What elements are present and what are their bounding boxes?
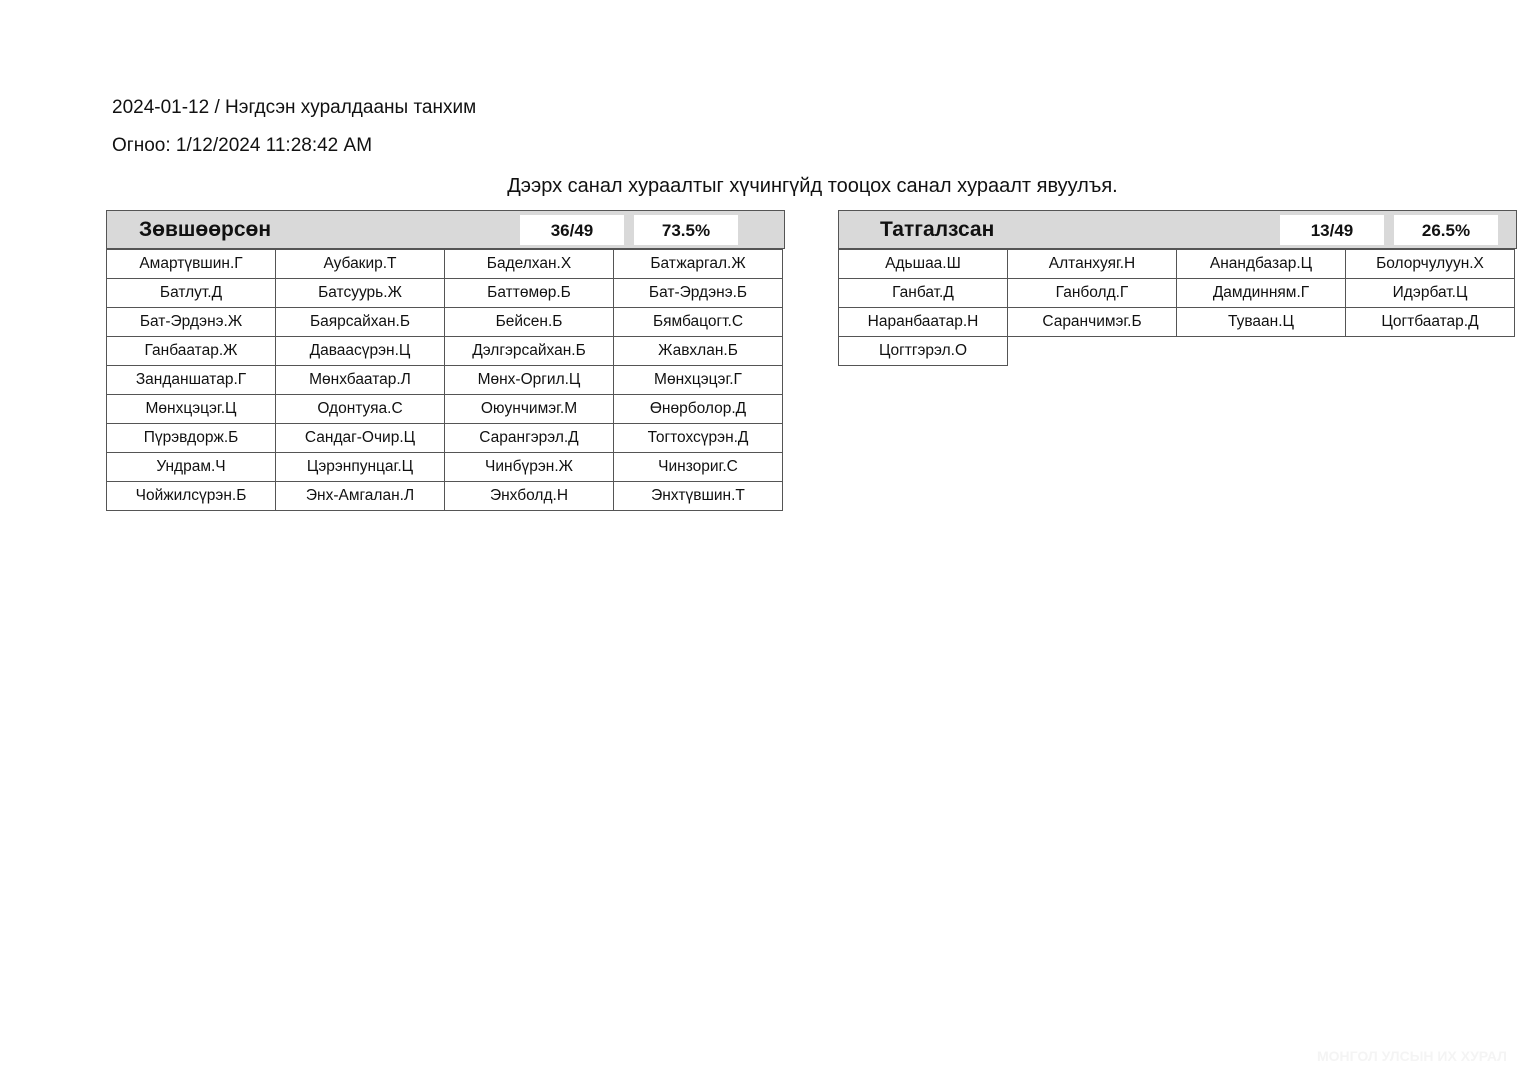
rejected-count: 13/49 xyxy=(1280,215,1384,245)
table-row xyxy=(839,308,1515,337)
empty-cell xyxy=(1177,337,1346,366)
table-row xyxy=(839,279,1515,308)
member-name-cell: Дэлгэрсайхан.Б xyxy=(445,337,614,366)
empty-cell xyxy=(1346,337,1515,366)
member-name-cell: Мөнхцэцэг.Ц xyxy=(107,395,276,424)
member-name-cell: Батжаргал.Ж xyxy=(614,250,783,279)
member-name-cell: Идэрбат.Ц xyxy=(1346,279,1515,308)
approved-count: 36/49 xyxy=(520,215,624,245)
member-name-cell: Сандаг-Очир.Ц xyxy=(276,424,445,453)
member-name-cell: Батсуурь.Ж xyxy=(276,279,445,308)
table-row xyxy=(107,279,783,308)
rejected-percent: 26.5% xyxy=(1394,215,1498,245)
member-name-cell: Чойжилсүрэн.Б xyxy=(107,482,276,511)
member-name-cell: Бат-Эрдэнэ.Б xyxy=(614,279,783,308)
member-name-cell: Аубакир.Т xyxy=(276,250,445,279)
member-name-cell: Өнөрболор.Д xyxy=(614,395,783,424)
member-name-cell: Баттөмөр.Б xyxy=(445,279,614,308)
approved-percent: 73.5% xyxy=(634,215,738,245)
member-name-cell: Бейсен.Б xyxy=(445,308,614,337)
member-name-cell: Саранчимэг.Б xyxy=(1008,308,1177,337)
member-name-cell: Наранбаатар.Н xyxy=(839,308,1008,337)
member-name-cell: Пүрэвдорж.Б xyxy=(107,424,276,453)
member-name-cell: Алтанхуяг.Н xyxy=(1008,250,1177,279)
member-name-cell: Туваан.Ц xyxy=(1177,308,1346,337)
table-row xyxy=(107,482,783,511)
approved-members-table xyxy=(106,249,783,511)
member-name-cell: Ундрам.Ч xyxy=(107,453,276,482)
rejected-panel xyxy=(838,210,1517,366)
member-name-cell: Одонтуяа.С xyxy=(276,395,445,424)
table-row xyxy=(107,453,783,482)
member-name-cell: Адьшаа.Ш xyxy=(839,250,1008,279)
member-name-cell: Амартүвшин.Г xyxy=(107,250,276,279)
member-name-cell: Мөнх-Оргил.Ц xyxy=(445,366,614,395)
member-name-cell: Ганбаатар.Ж xyxy=(107,337,276,366)
table-row xyxy=(107,337,783,366)
member-name-cell: Чинзориг.С xyxy=(614,453,783,482)
approved-header xyxy=(106,210,785,249)
member-name-cell: Болорчулуун.Х xyxy=(1346,250,1515,279)
approved-title: Зөвшөөрсөн xyxy=(139,218,272,241)
member-name-cell: Ганбат.Д xyxy=(839,279,1008,308)
rejected-members-table xyxy=(838,249,1515,366)
member-name-cell: Батлут.Д xyxy=(107,279,276,308)
watermark: МОНГОЛ УЛСЫН ИХ ХУРАЛ xyxy=(1316,1048,1507,1064)
member-name-cell: Баярсайхан.Б xyxy=(276,308,445,337)
member-name-cell: Цогтгэрэл.О xyxy=(839,337,1008,366)
meeting-info: 2024-01-12 / Нэгдсэн хуралдааны танхим xyxy=(112,97,477,118)
member-name-cell: Мөнхцэцэг.Г xyxy=(614,366,783,395)
member-name-cell: Бямбацогт.С xyxy=(614,308,783,337)
member-name-cell: Энх-Амгалан.Л xyxy=(276,482,445,511)
table-row xyxy=(839,250,1515,279)
member-name-cell: Дамдинням.Г xyxy=(1177,279,1346,308)
rejected-title: Татгалзсан xyxy=(880,218,995,241)
member-name-cell: Оюунчимэг.М xyxy=(445,395,614,424)
empty-cell xyxy=(1008,337,1177,366)
member-name-cell: Жавхлан.Б xyxy=(614,337,783,366)
member-name-cell: Сарангэрэл.Д xyxy=(445,424,614,453)
member-name-cell: Чинбүрэн.Ж xyxy=(445,453,614,482)
member-name-cell: Энхболд.Н xyxy=(445,482,614,511)
table-row xyxy=(107,250,783,279)
member-name-cell: Анандбазар.Ц xyxy=(1177,250,1346,279)
table-row xyxy=(107,424,783,453)
member-name-cell: Ганболд.Г xyxy=(1008,279,1177,308)
table-row xyxy=(107,308,783,337)
member-name-cell: Цогтбаатар.Д xyxy=(1346,308,1515,337)
member-name-cell: Баделхан.Х xyxy=(445,250,614,279)
member-name-cell: Бат-Эрдэнэ.Ж xyxy=(107,308,276,337)
member-name-cell: Даваасүрэн.Ц xyxy=(276,337,445,366)
vote-subject: Дээрх санал хураалтыг хүчингүйд тооцох санал хураалт явуулъя. xyxy=(507,175,1118,197)
rejected-header xyxy=(838,210,1517,249)
table-row xyxy=(839,337,1515,366)
member-name-cell: Цэрэнпунцаг.Ц xyxy=(276,453,445,482)
approved-panel xyxy=(106,210,785,511)
member-name-cell: Энхтүвшин.Т xyxy=(614,482,783,511)
table-row xyxy=(107,395,783,424)
member-name-cell: Занданшатар.Г xyxy=(107,366,276,395)
member-name-cell: Мөнхбаатар.Л xyxy=(276,366,445,395)
member-name-cell: Тогтохсүрэн.Д xyxy=(614,424,783,453)
vote-date: Огноо: 1/12/2024 11:28:42 AM xyxy=(112,135,373,156)
table-row xyxy=(107,366,783,395)
